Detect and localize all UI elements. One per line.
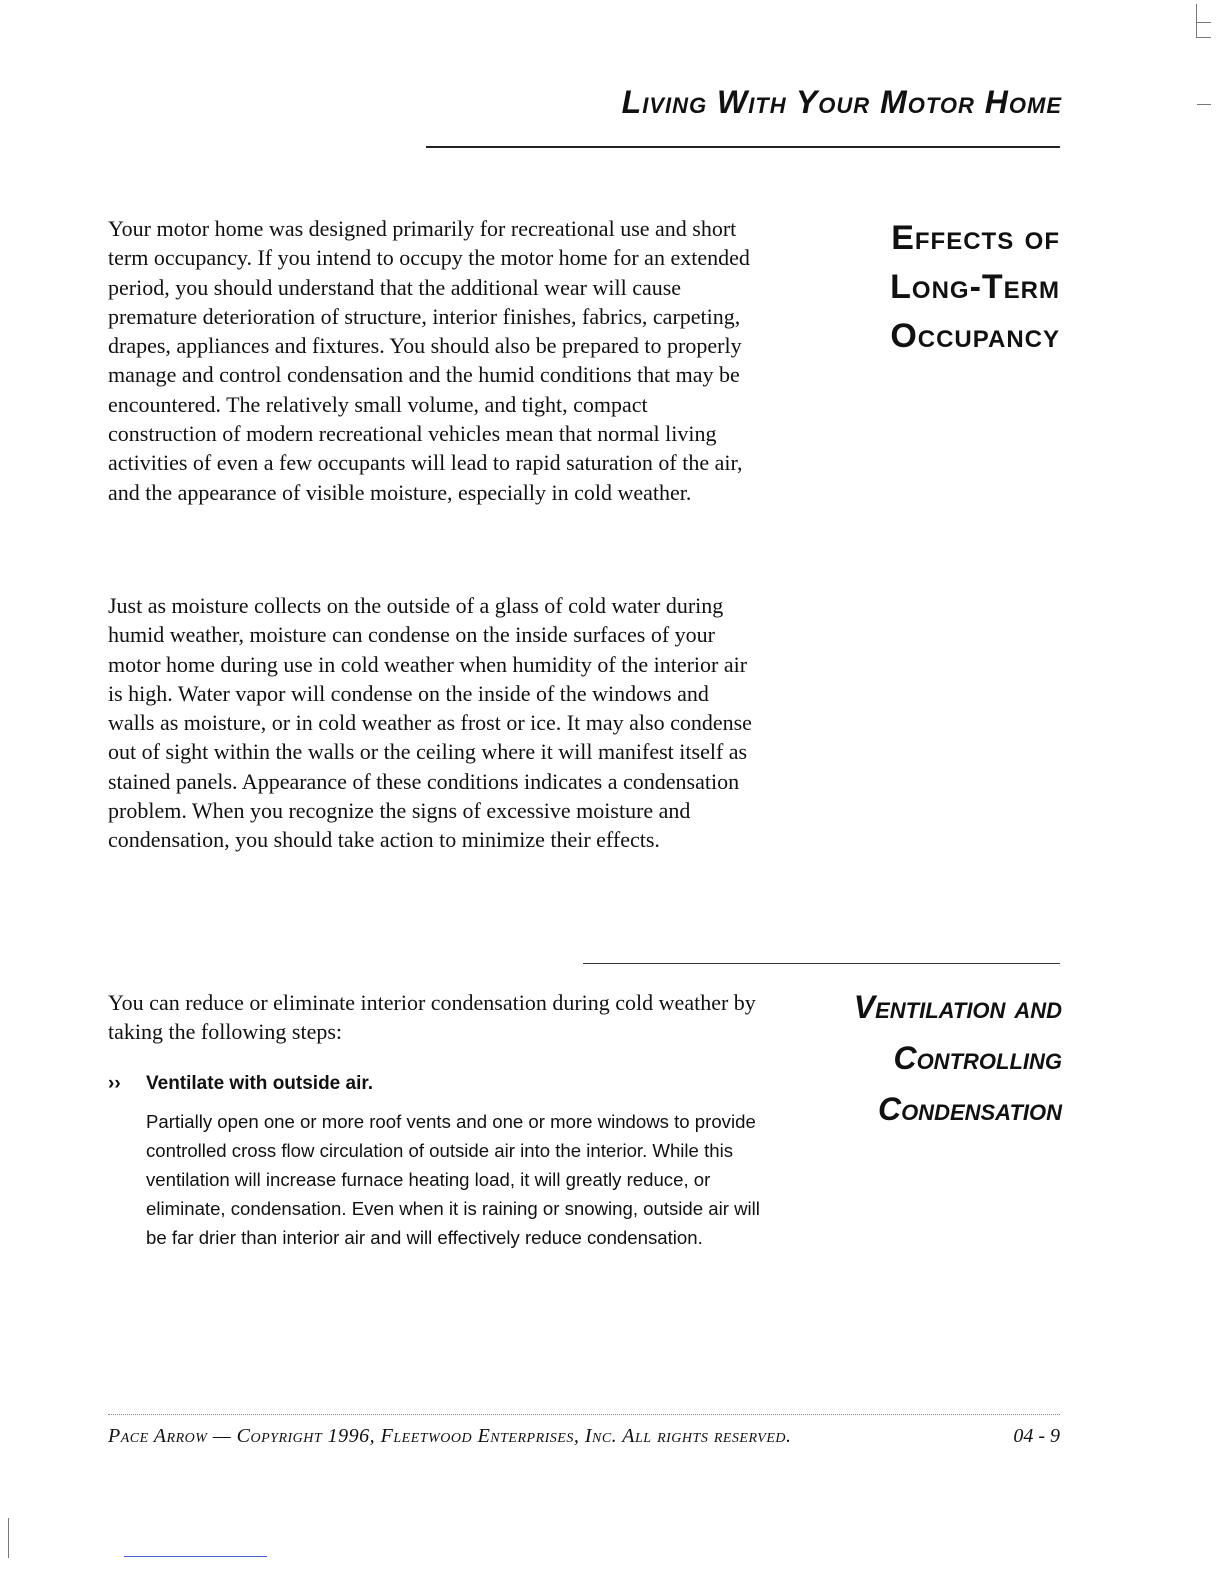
paragraph-long-term-intro: Your motor home was designed primarily for recreational use and short term occupancy. If you intend to occupy the motor home for an extended period, you should understand that the additional wear will cause premature deterioration of structure, interior finishes, fabrics, carpeting, drapes, appliances and fixtures. You should also be prepared to properly manage and control condensation and the humid conditions that may be encountered. The relatively small volume, and tight, compact construction of modern recreational vehicles mean that normal living activities of even a few occupants will lead to rapid saturation of the air, and the appearance of visible moisture, especially in cold weather. xyxy=(108,216,750,505)
header-rule xyxy=(426,146,1060,148)
heading-line: Controlling xyxy=(893,1040,1062,1076)
scan-underline-mark xyxy=(124,1556,267,1557)
section-heading-ventilation xyxy=(762,982,1062,1135)
scan-edge-mark xyxy=(1197,104,1211,105)
heading-line: Effects of xyxy=(891,219,1060,257)
page-number: 04 - 9 xyxy=(1013,1425,1060,1447)
bullet-body: Partially open one or more roof vents and one or more windows to provide controlled cross flow circulation of outside air into the interior. While this ventilation will increase furnace heating load, it will greatly reduce, or eliminate, condensation. Even when it is raining or snowing, outside air will be far drier than interior air and will effectively reduce condensation. xyxy=(146,1111,760,1248)
bullet-arrow-icon: ›› xyxy=(108,1073,121,1094)
heading-line: Occupancy xyxy=(890,317,1060,355)
paragraph-condensation: Just as moisture collects on the outside of a glass of cold water during humid weather, moisture can condense on the inside surfaces of your motor home during use in cold weather when humidity of the interior air is high. Water vapor will condense on the inside of the windows and walls as moisture, or in cold weather as frost or ice. It may also condense out of sight within the walls or the ceiling where it will manifest itself as stained panels. Appearance of these conditions indicates a condensation problem. When you recognize the signs of excessive moisture and condensation, you should take action to minimize their effects. xyxy=(108,593,752,853)
bullet-title: Ventilate with outside air. xyxy=(146,1073,373,1094)
paragraph-ventilation-intro: You can reduce or eliminate interior condensation during cold weather by taking the following steps: xyxy=(108,990,756,1045)
footer-rule xyxy=(108,1414,1060,1415)
heading-line: Long-Term xyxy=(890,268,1060,306)
scan-edge-mark xyxy=(8,1518,9,1558)
footer-copyright: Pace Arrow — Copyright 1996, Fleetwood Enterprises, Inc. All rights reserved. xyxy=(108,1425,792,1447)
heading-line: Ventilation and xyxy=(853,989,1062,1025)
chapter-title: Living With Your Motor Home xyxy=(621,84,1062,120)
scan-edge-mark xyxy=(1197,37,1211,38)
bullet-item xyxy=(108,1073,768,1095)
section-heading-long-term-occupancy xyxy=(800,214,1060,361)
scan-edge-mark xyxy=(1197,22,1211,23)
scan-edge-mark xyxy=(1196,4,1197,38)
heading-line: Condensation xyxy=(877,1091,1062,1127)
section-rule xyxy=(583,963,1060,964)
